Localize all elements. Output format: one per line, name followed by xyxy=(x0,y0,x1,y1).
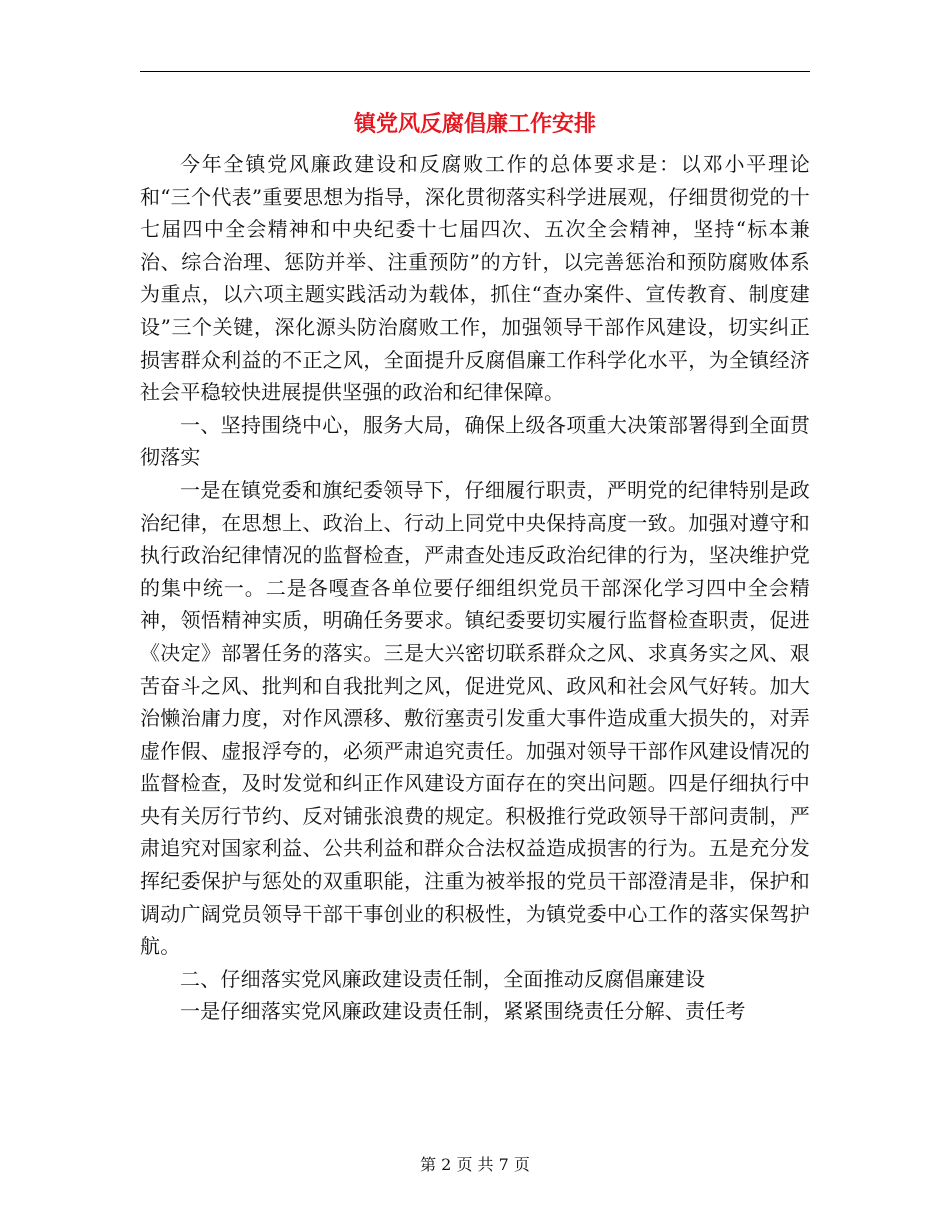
paragraph-intro: 今年全镇党风廉政建设和反腐败工作的总体要求是：以邓小平理论和“三个代表”重要思想为指导，深化贯彻落实科学进展观，仔细贯彻党的十七届四中全会精神和中央纪委十七届四次、五次全会精神，坚持“标本兼治、综合治理、惩防并举、注重预防”的方针，以完善惩治和预防腐败体系为重点，以六项主题实践活动为载体，抓住“查办案件、宣传教育、制度建设”三个关键，深化源头防治腐败工作，加强领导干部作风建设，切实纠正损害群众利益的不正之风，全面提升反腐倡廉工作科学化水平，为全镇经济社会平稳较快进展提供坚强的政治和纪律保障。 xyxy=(140,152,810,405)
page-number: 第 2 页 共 7 页 xyxy=(420,1155,530,1174)
paragraph-section-2: 一是仔细落实党风廉政建设责任制，紧紧围绕责任分解、责任考 xyxy=(180,999,746,1024)
paragraph-section-1: 一是在镇党委和旗纪委领导下，仔细履行职责，严明党的纪律特别是政治纪律，在思想上、政治上、行动上同党中央保持高度一致。加强对遵守和执行政治纪律情况的监督检查，严肃查处违反政治纪律的行为，坚决维护党的集中统一。二是各嘎查各单位要仔细组织党员干部深化学习四中全会精神，领悟精神实质，明确任务要求。镇纪委要切实履行监督检查职责，促进《决定》部署任务的落实。三是大兴密切联系群众之风、求真务实之风、艰苦奋斗之风、批判和自我批判之风，促进党风、政风和社会风气好转。加大治懒治庸力度，对作风漂移、敷衍塞责引发重大事件造成重大损失的，对弄虚作假、虚报浮夸的，必须严肃追究责任。加强对领导干部作风建设情况的监督检查，及时发觉和纠正作风建设方面存在的突出问题。四是仔细执行中央有关厉行节约、反对铺张浪费的规定。积极推行党政领导干部问责制，严肃追究对国家利益、公共利益和群众合法权益造成损害的行为。五是充分发挥纪委保护与惩处的双重职能，注重为被举报的党员干部澄清是非，保护和调动广阔党员领导干部干事创业的积极性，为镇党委中心工作的落实保驾护航。 xyxy=(140,477,810,959)
document-body xyxy=(140,148,810,1028)
section-heading-1: 一、坚持围绕中心，服务大局，确保上级各项重大决策部署得到全面贯彻落实 xyxy=(140,412,810,470)
header-rule xyxy=(140,71,810,72)
section-heading-2: 二、仔细落实党风廉政建设责任制，全面推动反腐倡廉建设 xyxy=(180,966,706,991)
document-title: 镇党风反腐倡廉工作安排 xyxy=(353,112,596,137)
